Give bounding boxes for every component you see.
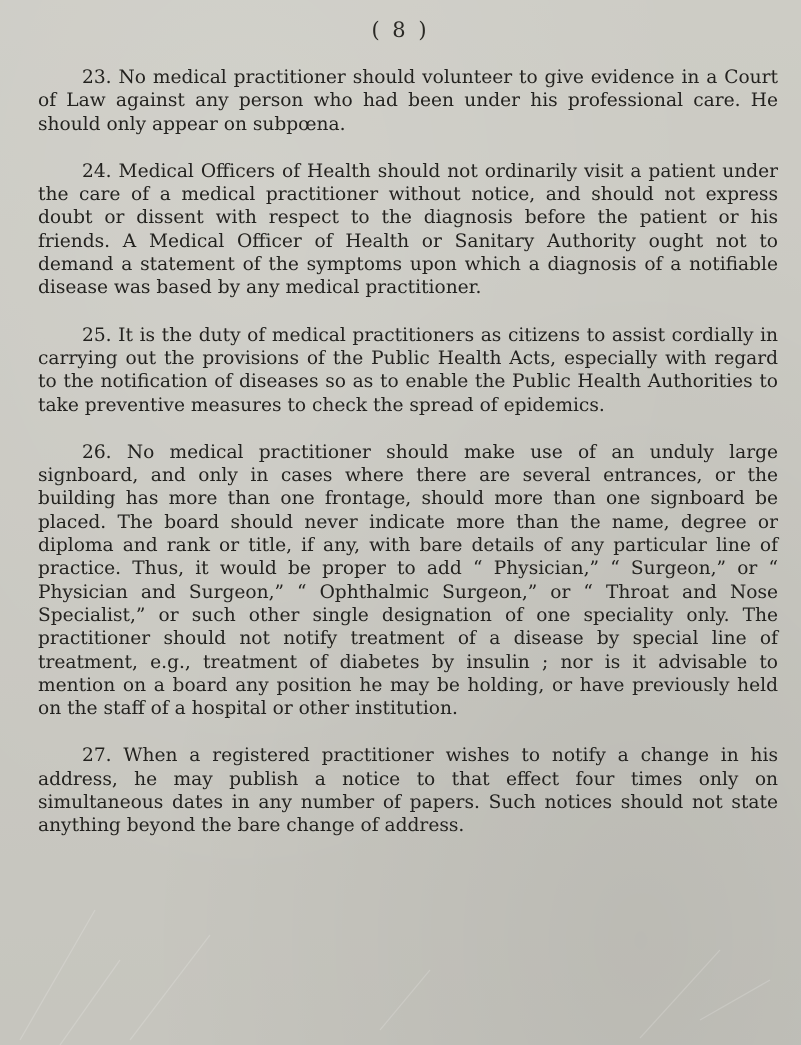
paragraph-24: 24. Medical Officers of Health should not ordinarily visit a patient under the care of a medical practitioner without notice, and should not express doubt or dissent with respect to the diagnosis before the patient or his friends. A Medical Officer of Health or Sanitary Authority ought not to demand a statement of the symptoms upon which a diagnosis of a notifiable disease was based by any medical practitioner. [38, 160, 778, 299]
paragraph-26: 26. No medical practitioner should make use of an unduly large signboard, and only in cases where there are several entrances, or the building has more than one frontage, should more than one signboard be placed. The board should never indicate more than the name, degree or diploma and rank or title, if any, with bare details of any particular line of practice. Thus, it would be proper to add “ Physician,” “ Surgeon,” or “ Physician and Surgeon,” “ Ophthalmic Surgeon,” or “ Throat and Nose Specialist,” or such other single designation of one speciality only. The practitioner should not notify treatment of a disease by special line of treatment, e.g., treatment of diabetes by insulin ; nor is it advisable to mention on a board any position he may be holding, or have previously held on the staff of a hospital or other institution. [38, 441, 778, 720]
paragraph-27: 27. When a registered practitioner wishes to notify a change in his address, he may publish a notice to that effect four times only on simultaneous dates in any number of papers. Such notices should not state anything beyond the bare change of address. [38, 745, 778, 837]
body-text [38, 66, 778, 838]
paragraph-25: 25. It is the duty of medical practitioners as citizens to assist cordially in carrying out the provisions of the Public Health Acts, especially with regard to the notification of diseases so as to enable the Public Health Authorities to take preventive measures to check the spread of epidemics. [38, 324, 778, 416]
page-number: ( 8 ) [371, 18, 430, 42]
paragraph-23: 23. No medical practitioner should volunteer to give evidence in a Court of Law against any person who had been under his professional care. He should only appear on subpœna. [38, 67, 778, 135]
